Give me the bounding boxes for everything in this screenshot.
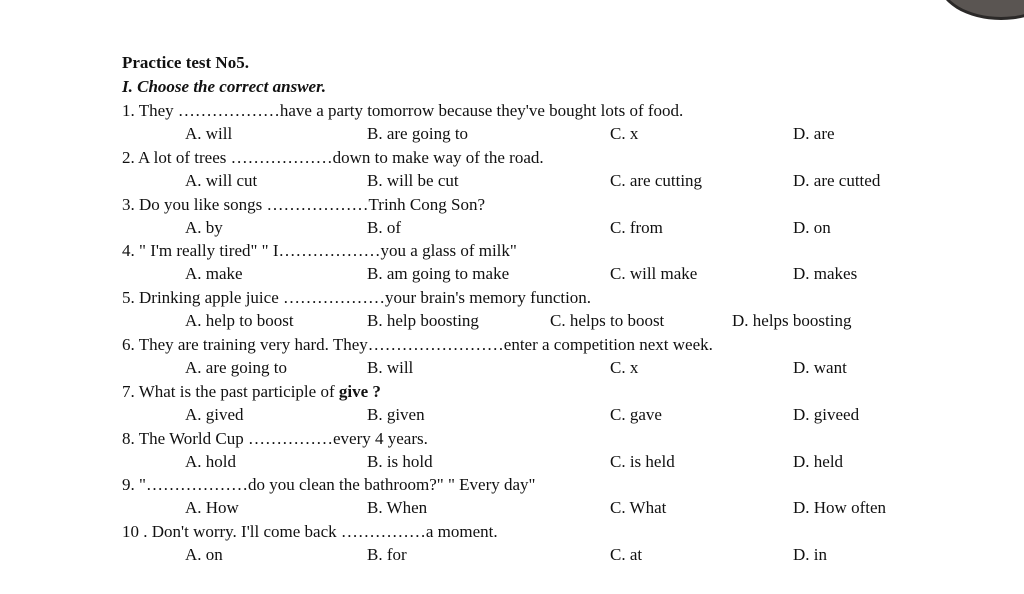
option-b: B. will [367,357,414,377]
option-a: A. are going to [185,357,287,377]
option-c: C. will make [610,264,698,284]
question [122,428,922,475]
option-a: A. will [185,124,233,143]
option-d: D. helps boosting [732,311,852,331]
option-d: D. are [793,124,835,143]
corner-object [938,0,1024,20]
option-d: D. are cutted [793,170,881,190]
option-a: A. make [185,264,243,284]
option-c: C. x [610,357,639,377]
question-stem: 9. "………………do you clean the bathroom?" " Every day" [122,475,536,495]
option-a: A. will cut [185,170,258,190]
section-heading: I. Choose the correct answer. [122,77,327,96]
question-stem: 2. A lot of trees ………………down to make way of the road. [122,147,544,167]
question [122,287,922,334]
answer-options [122,217,922,240]
option-c: C. is held [610,451,675,471]
question-stem: 5. Drinking apple juice ………………your brain's memory function. [122,288,592,308]
option-d: D. giveed [793,404,860,424]
question [122,521,922,568]
option-d: D. on [793,217,831,237]
option-b: B. of [367,217,401,237]
option-c: C. are cutting [610,170,703,190]
option-b: B. are going to [367,124,469,143]
option-b: B. When [367,498,428,518]
option-d: D. in [793,545,827,565]
answer-options [122,544,922,567]
option-c: C. helps to boost [550,311,665,331]
question-stem: 4. " I'm really tired" " I………………you a glass of milk" [122,241,517,261]
question-stem: 3. Do you like songs ………………Trinh Cong Son? [122,194,486,214]
option-a: A. help to boost [185,311,294,331]
question [122,147,922,194]
option-d: D. want [793,357,847,377]
option-d: D. held [793,451,844,471]
answer-options [122,357,922,380]
question-stem: 6. They are training very hard. They……………………enter a competition next week. [122,334,713,354]
answer-options [122,497,922,520]
question-stem: 8. The World Cup ……………every 4 years. [122,428,428,448]
question [122,100,922,147]
option-a: A. hold [185,451,236,471]
question-stem: 7. What is the past participle of give ? [122,381,381,401]
page-title: Practice test No5. [122,53,249,72]
answer-options [122,263,922,286]
option-b: B. for [367,545,407,565]
option-b: B. will be cut [367,170,459,190]
question-stem: 10 . Don't worry. I'll come back ……………a moment. [122,522,498,542]
question [122,381,922,428]
option-b: B. given [367,404,425,424]
option-a: A. on [185,545,223,565]
option-b: B. help boosting [367,311,479,331]
option-c: C. at [610,545,643,565]
answer-options [122,451,922,474]
option-d: D. makes [793,264,858,284]
question [122,240,922,287]
answer-options [122,123,922,146]
question [122,194,922,241]
option-a: A. How [185,498,239,518]
option-c: C. x [610,124,639,143]
question-list [122,100,922,568]
option-c: C. from [610,217,663,237]
option-c: C. gave [610,404,662,424]
question [122,474,922,521]
option-c: C. What [610,498,667,518]
question [122,334,922,381]
question-stem: 1. They ………………have a party tomorrow because they've bought lots of food. [122,101,684,120]
answer-options [122,170,922,193]
option-a: A. gived [185,404,244,424]
option-a: A. by [185,217,223,237]
option-b: B. is hold [367,451,433,471]
option-b: B. am going to make [367,264,510,284]
answer-options [122,404,922,427]
answer-options [122,310,922,333]
option-d: D. How often [793,498,887,518]
